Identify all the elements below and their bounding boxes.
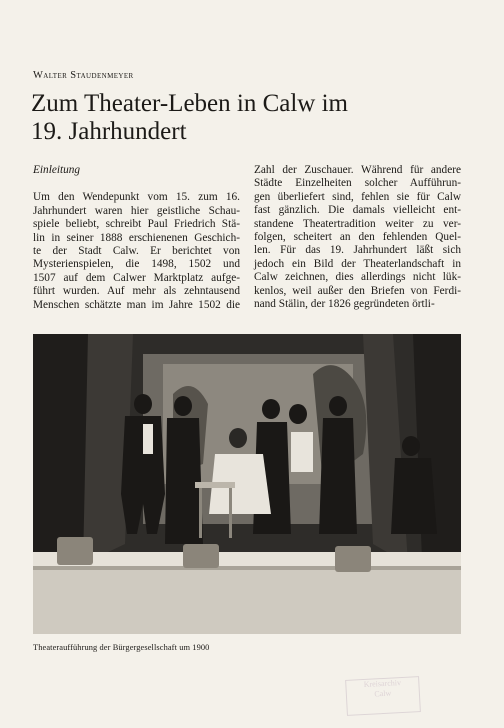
body-line: Jahrhundert waren hier geistliche Schau- [33, 204, 240, 217]
article-title [31, 90, 451, 146]
body-line: Zahl der Zuschauer. Während für andere [254, 164, 461, 176]
archive-stamp [345, 676, 421, 716]
body-line: führt wurden. Auf mehr als zehntausend [33, 285, 240, 298]
body-line: lin in seiner 1888 erschienenen Geschich- [33, 231, 240, 244]
body-line: folgen, scheitert an den fehlenden Quel- [254, 231, 461, 244]
body-line: jedoch ein Bild der Theaterlandschaft in [254, 257, 461, 270]
body-line: gen überliefert sind, fehlen sie für Calw [254, 190, 461, 203]
section-subheading: Einleitung [33, 164, 81, 176]
body-line: Um den Wendepunkt vom 15. zum 16. [33, 191, 240, 204]
body-line: Städte Einzelheiten solcher Aufführun- [254, 177, 461, 190]
author-name: Walter Staudenmeyer [33, 70, 134, 81]
body-line: len. Für das 19. Jahrhundert läßt sich [254, 244, 461, 257]
body-line: standene Theatertradition weiter zu ver- [254, 217, 461, 230]
body-line: fast gänzlich. Die damals vielleicht ent- [254, 204, 461, 217]
body-line: te der Stadt Calw. Er berichtet von [33, 245, 240, 258]
theater-photograph [33, 334, 461, 634]
left-column [33, 164, 240, 312]
photo-illustration [33, 334, 461, 634]
body-line: Mysterienspielen, die 1498, 1502 und [33, 258, 240, 271]
body-line: Calw zeichnen, dies allerdings nicht lük- [254, 271, 461, 284]
title-line-1: Zum Theater-Leben in Calw im [31, 90, 348, 117]
body-line: 1507 auf dem Calwer Marktplatz aufge- [33, 271, 240, 284]
body-line: kenlos, weil außer den Briefen von Ferdi- [254, 284, 461, 297]
body-line: nand Stälin, der 1826 gegründeten örtli- [254, 298, 435, 311]
article-body [33, 164, 461, 322]
title-line-2: 19. Jahrhundert [31, 118, 187, 145]
body-line: Menschen schätzte man im Jahre 1502 die [33, 298, 240, 311]
stamp-line-2: Calw [374, 688, 392, 699]
right-column [254, 164, 461, 311]
stamp-line-1: Kreisarchiv [363, 678, 402, 689]
photo-caption: Theateraufführung der Bürgergesellschaft um 1900 [33, 643, 210, 652]
body-line: spiele beliebt, schreibt Paul Friedrich Stä- [33, 218, 240, 231]
